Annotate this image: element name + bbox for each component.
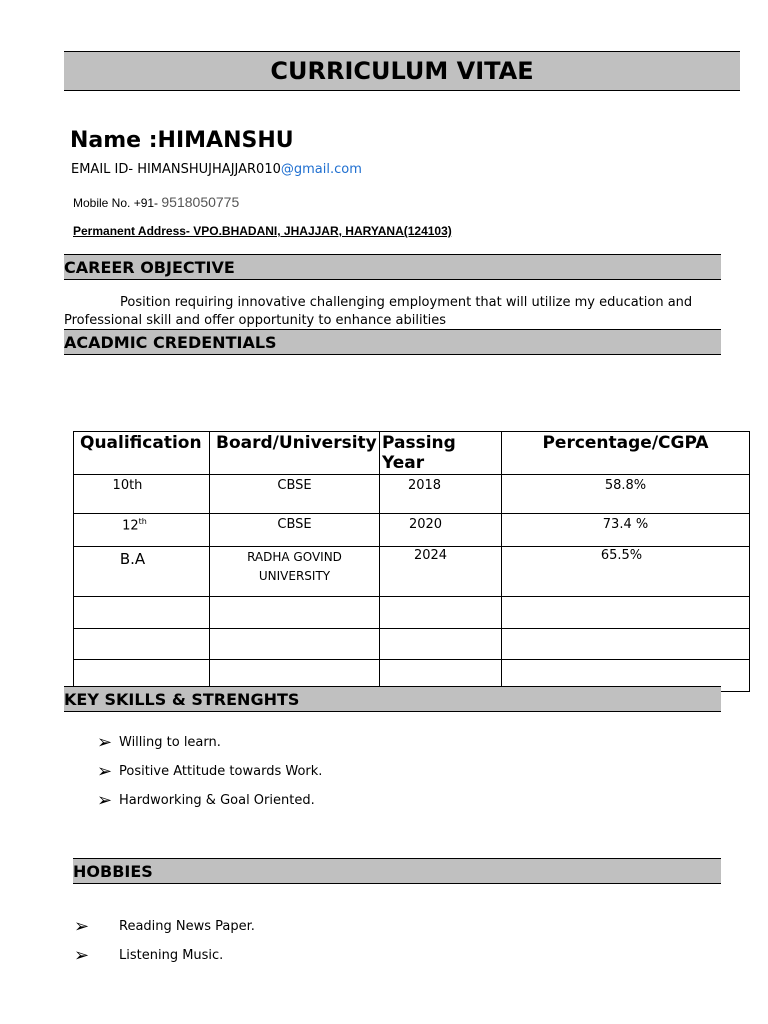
- arrow-bullet-icon: ➢: [97, 761, 113, 782]
- empty-cell: [380, 597, 502, 629]
- permanent-address: Permanent Address- VPO.BHADANI, JHAJJAR, HARYANA(124103): [73, 224, 452, 238]
- cell-qualification: B.A: [74, 547, 210, 597]
- header-board-university: Board/University: [210, 432, 380, 475]
- cell-board: CBSE: [210, 514, 380, 547]
- cell-board: RADHA GOVIND UNIVERSITY: [210, 547, 380, 597]
- header-passing-year: Passing Year: [380, 432, 502, 475]
- empty-cell: [74, 629, 210, 660]
- empty-cell: [380, 629, 502, 660]
- arrow-bullet-icon: ➢: [97, 732, 113, 753]
- header-qualification: Qualification: [74, 432, 210, 475]
- empty-cell: [210, 597, 380, 629]
- cell-year: 2024: [380, 547, 502, 597]
- list-item: [97, 790, 315, 811]
- qualification-superscript: th: [138, 517, 147, 526]
- document-title: CURRICULUM VITAE: [64, 51, 740, 91]
- skill-text: Positive Attitude towards Work.: [119, 764, 323, 779]
- header-percentage-cgpa: Percentage/CGPA: [502, 432, 750, 475]
- list-item: [97, 732, 221, 753]
- table-row: [74, 547, 750, 597]
- cell-qualification: [74, 514, 210, 547]
- candidate-name: Name :HIMANSHU: [70, 128, 294, 153]
- list-item: [74, 945, 223, 966]
- cell-year: 2020: [380, 514, 502, 547]
- arrow-bullet-icon: ➢: [74, 945, 90, 966]
- arrow-bullet-icon: ➢: [97, 790, 113, 811]
- qualification-number: 12: [122, 518, 139, 534]
- empty-cell: [74, 597, 210, 629]
- cell-board: CBSE: [210, 475, 380, 514]
- cell-percentage: 58.8%: [502, 475, 750, 514]
- table-row: [74, 629, 750, 660]
- list-item: [97, 761, 322, 782]
- hobbies-heading: HOBBIES: [73, 858, 721, 884]
- cell-year: 2018: [380, 475, 502, 514]
- key-skills-heading: KEY SKILLS & STRENGHTS: [64, 686, 721, 712]
- empty-cell: [502, 597, 750, 629]
- arrow-bullet-icon: ➢: [74, 916, 90, 937]
- table-row: [74, 597, 750, 629]
- skill-text: Hardworking & Goal Oriented.: [119, 793, 315, 808]
- empty-cell: [502, 629, 750, 660]
- cell-percentage: 65.5%: [502, 547, 750, 597]
- cell-percentage: 73.4 %: [502, 514, 750, 547]
- career-objective-body: Position requiring innovative challenging employment that will utilize my education and Professional skill and offer opportunity to enhance abilities: [64, 295, 693, 328]
- list-item: [74, 916, 255, 937]
- skill-text: Willing to learn.: [119, 735, 221, 750]
- mobile-number: 9518050775: [161, 194, 240, 210]
- academic-credentials-heading: ACADMIC CREDENTIALS: [64, 329, 721, 355]
- career-objective-text: [64, 294, 714, 330]
- table-row: [74, 475, 750, 514]
- academic-credentials-table: [73, 431, 750, 692]
- email-prefix: EMAIL ID- HIMANSHUJHAJJAR010: [71, 162, 281, 177]
- hobby-text: Listening Music.: [119, 948, 224, 963]
- table-header-row: [74, 432, 750, 475]
- career-objective-heading: CAREER OBJECTIVE: [64, 254, 721, 280]
- email-domain-link[interactable]: @gmail.com: [280, 162, 362, 177]
- mobile-line: [73, 194, 239, 210]
- hobby-text: Reading News Paper.: [119, 919, 255, 934]
- cell-qualification: 10th: [74, 475, 210, 514]
- email-line: [71, 162, 362, 177]
- mobile-label: Mobile No. +91-: [73, 196, 162, 210]
- empty-cell: [210, 629, 380, 660]
- table-row: [74, 514, 750, 547]
